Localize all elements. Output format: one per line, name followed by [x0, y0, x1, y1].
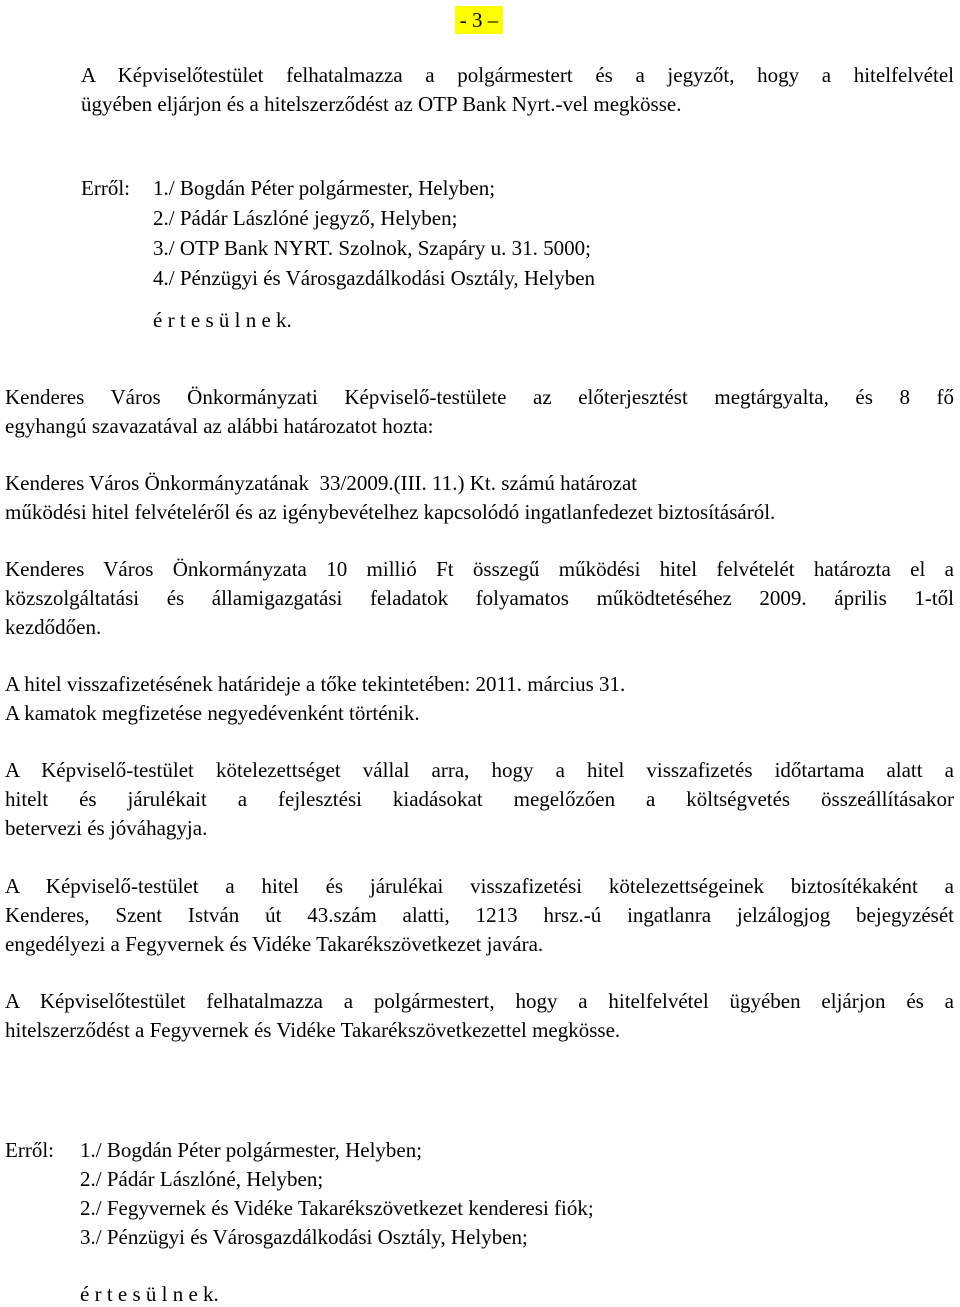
- paragraph-line: A Képviselőtestület felhatalmazza a polgármestert, hogy a hitelfelvétel ügyében eljárjon és a: [5, 989, 954, 1013]
- recipients-label: Erről:: [5, 1138, 54, 1162]
- paragraph-line: kezdődően.: [5, 615, 102, 639]
- recipient-item: 3./ OTP Bank NYRT. Szolnok, Szapáry u. 31. 5000;: [153, 236, 591, 260]
- resolution-subtitle: működési hitel felvételéről és az igénybevételhez kapcsolódó ingatlanfedezet biztosításáról.: [5, 500, 776, 524]
- recipient-item: 3./ Pénzügyi és Városgazdálkodási Osztály, Helyben;: [80, 1225, 528, 1249]
- recipients-label: Erről:: [81, 176, 130, 200]
- page-number: - 3 –: [455, 6, 503, 34]
- paragraph-line: Kenderes, Szent István út 43.szám alatti, 1213 hrsz.-ú ingatlanra jelzálogjog bejegyzését: [5, 903, 954, 927]
- paragraph-line: A hitel visszafizetésének határideje a tőke tekintetében: 2011. március 31.: [5, 672, 626, 696]
- notify-text: é r t e s ü l n e k.: [153, 308, 292, 332]
- recipient-item: 1./ Bogdán Péter polgármester, Helyben;: [80, 1138, 423, 1162]
- paragraph-line: Kenderes Város Önkormányzata 10 millió Ft összegű működési hitel felvételét határozta el a: [5, 557, 954, 581]
- paragraph-line: A kamatok megfizetése negyedévenként történik.: [5, 701, 420, 725]
- paragraph-line: egyhangú szavazatával az alábbi határozatot hozta:: [5, 414, 434, 438]
- paragraph-line: engedélyezi a Fegyvernek és Vidéke Takarékszövetkezet javára.: [5, 932, 544, 956]
- recipient-item: 2./ Fegyvernek és Vidéke Takarékszövetkezet kenderesi fiók;: [80, 1196, 594, 1220]
- recipient-item: 4./ Pénzügyi és Városgazdálkodási Osztály, Helyben: [153, 266, 596, 290]
- paragraph-line: hitelt és járulékait a fejlesztési kiadásokat megelőzően a költségvetés összeállításakor: [5, 787, 954, 811]
- recipient-item: 1./ Bogdán Péter polgármester, Helyben;: [153, 176, 496, 200]
- paragraph-line: A Képviselőtestület felhatalmazza a polgármestert és a jegyzőt, hogy a hitelfelvétel: [81, 63, 954, 87]
- paragraph-line: A Képviselő-testület kötelezettséget vállal arra, hogy a hitel visszafizetés időtartama alatt a: [5, 758, 954, 782]
- recipient-item: 2./ Pádár Lászlóné, Helyben;: [80, 1167, 324, 1191]
- resolution-title: Kenderes Város Önkormányzatának 33/2009.(III. 11.) Kt. számú határozat: [5, 471, 638, 495]
- paragraph-line: betervezi és jóváhagyja.: [5, 816, 208, 840]
- paragraph-line: ügyében eljárjon és a hitelszerződést az OTP Bank Nyrt.-vel megkösse.: [81, 92, 682, 116]
- paragraph-line: A Képviselő-testület a hitel és járulékai visszafizetési kötelezettségeinek biztosítékaként a: [5, 874, 954, 898]
- paragraph-line: Kenderes Város Önkormányzati Képviselő-testülete az előterjesztést megtárgyalta, és 8 fő: [5, 385, 954, 409]
- paragraph-line: közszolgáltatási és államigazgatási feladatok folyamatos működtetéséhez 2009. április 1-től: [5, 586, 954, 610]
- notify-text: é r t e s ü l n e k.: [80, 1282, 219, 1306]
- paragraph-line: hitelszerződést a Fegyvernek és Vidéke Takarékszövetkezettel megkösse.: [5, 1018, 621, 1042]
- recipient-item: 2./ Pádár Lászlóné jegyző, Helyben;: [153, 206, 458, 230]
